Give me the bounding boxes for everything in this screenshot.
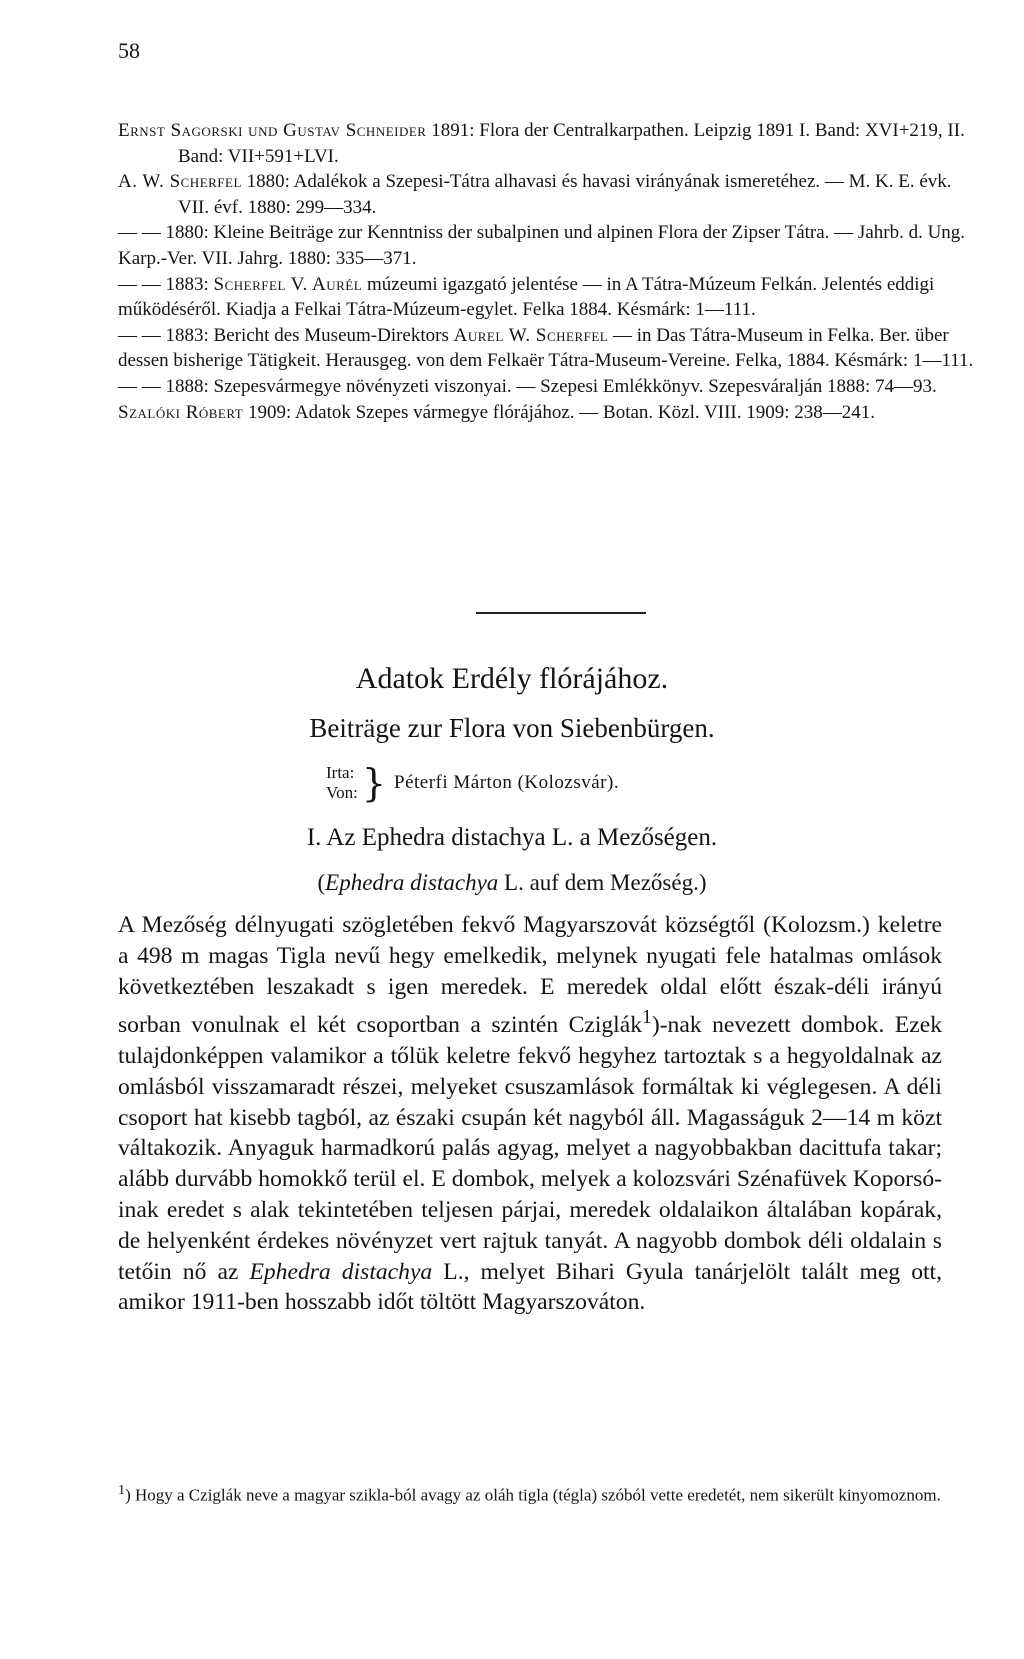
entry-text: múzeumi igazgató jelentése — in A Tátra-Múzeum Felkán. Jelentés eddigi működéséről. Kiadja a Felkai Tátra-Múzeum-egylet. Felka 1884. Késmárk: 1—111. — [118, 273, 935, 321]
entry-author: Scherfel V. Aurél — [213, 273, 363, 295]
bibliography-entry — [118, 323, 978, 374]
bibliography-entry — [118, 400, 978, 426]
article-subtitle: Beiträge zur Flora von Siebenbürgen. — [309, 713, 715, 743]
entry-text: 1909: Adatok Szepes vármegye flórájához. — Botan. Közl. VIII. 1909: 238—241. — [247, 401, 875, 423]
page-number: 58 — [118, 38, 140, 63]
curly-brace-icon: } — [361, 761, 386, 805]
section-title: I. Az Ephedra distachya L. a Mezőségen. — [306, 824, 718, 851]
entry-text: 1891: Flora der Centralkarpathen. Leipzig 1891 I. Band: XVI+219, II. Band: VII+591+LVI. — [178, 120, 965, 167]
bibliography-entry — [118, 220, 978, 271]
bibliography-entry — [118, 118, 978, 169]
entry-prefix: 1883: — [165, 273, 209, 295]
entry-text: 1880: Adalékok a Szepesi-Tátra alhavasi és havasi virányának ismeretéhez. — M. K. E. évk. VII. évf. 1880: 299—334. — [178, 171, 952, 218]
entry-author: Szalóki Róbert — [118, 401, 244, 423]
author-labels — [326, 763, 358, 803]
entry-text: 1880: Kleine Beiträge zur Kenntniss der subalpinen und alpinen Flora der Zipser Tátra. — Jahrb. d. Ung. Karp.-Ver. VII. Jahrg. 1880: 335—371. — [118, 222, 966, 269]
entry-dash: — — — [118, 222, 161, 244]
section-subtitle: (Ephedra distachya L. auf dem Mezőség.) — [317, 870, 707, 895]
author-label-de: Von: — [326, 783, 358, 802]
footnote — [118, 1478, 978, 1508]
bibliography-entry — [118, 374, 978, 400]
bibliography — [118, 118, 978, 425]
section-divider — [476, 612, 646, 614]
entry-text: — in Das Tátra-Museum in Felka. Ber. über dessen bisherige Tätigkeit. Herausgeg. von dem Felkaër Tátra-Museum-Vereine. Felka, 1884. Késmárk: 1—111. — [118, 324, 974, 372]
species-name: Ephedra distachya — [249, 1258, 433, 1285]
bibliography-entry — [118, 272, 978, 323]
footnote-marker: 1 — [118, 1482, 126, 1498]
body-paragraph: A Mezőség délnyugati szögletében fekvő Magyarszovát községtől (Kolozsm.) keletre a 498 m magas Tigla nevű hegy emelkedik, melynek nyugati fele hatalmas omlások következtében leszakadt s igen meredek. E meredek oldal előtt észak-déli irányú sorban vonulnak el két csoportban a szintén Cziglák$^1$)-nak nevezett dombok. Ezek tulajdonképpen valamikor a tőlük keletre fekvő hegyhez tartoztak s a hegyoldalnak az omlásból visszamaradt részei, melyeket csuszamlások formáltak ki véglegesen. A déli csoport hat kisebb tagból, az északi csupán két nagyból áll. Magasságuk 2—14 m közt váltakozik. Anyaguk harmadkorú palás agyag, melyet a nagyobbakban dacittufa takar; alább durvább homokkő terül el. E dombok, melyek a kolozsvári Szénafüvek Koporsó-inak eredet s alak tekintetében teljesen párjai, meredek oldalaikon általában kopárak, de helyenként érdekes növényzet vert rajtuk tanyát. A nagyobb dombok déli oldalain s tetőin nő az Ephedra distachya L., melyet Bihari Gyula tanárjelölt talált meg ott, amikor 1911-ben hosszabb időt töltött Magyarszováton. — [118, 912, 943, 1316]
footnote-text: ) Hogy a Cziglák neve a magyar szikla-ból avagy az oláh tigla (tégla) szóból vette eredetét, nem sikerült kinyomoznom. — [125, 1485, 941, 1505]
bibliography-entry — [118, 169, 978, 220]
entry-author: A. W. Scherfel — [118, 171, 242, 193]
article-title: Adatok Erdély flórájához. — [355, 662, 669, 695]
species-name: Ephedra distachya — [325, 870, 499, 895]
author-label-hu: Irta: — [326, 763, 355, 782]
entry-dash: — — — [118, 375, 161, 397]
entry-text: 1888: Szepesvármegye növényzeti viszonyai. — Szepesi Emlékkönyv. Szepesváralján 1888: 74—93. — [165, 375, 937, 397]
entry-dash: — — — [118, 273, 161, 295]
footnote-reference: 1 — [642, 1006, 652, 1029]
author-name: Péterfi Márton (Kolozsvár). — [394, 772, 620, 793]
entry-dash: — — — [118, 324, 161, 346]
entry-author: Aurel W. Scherfel — [453, 324, 609, 346]
entry-author: Ernst Sagorski und Gustav Schneider — [118, 120, 427, 141]
author-line — [326, 760, 746, 806]
entry-prefix: 1883: Bericht des Museum-Direktors — [165, 324, 449, 346]
